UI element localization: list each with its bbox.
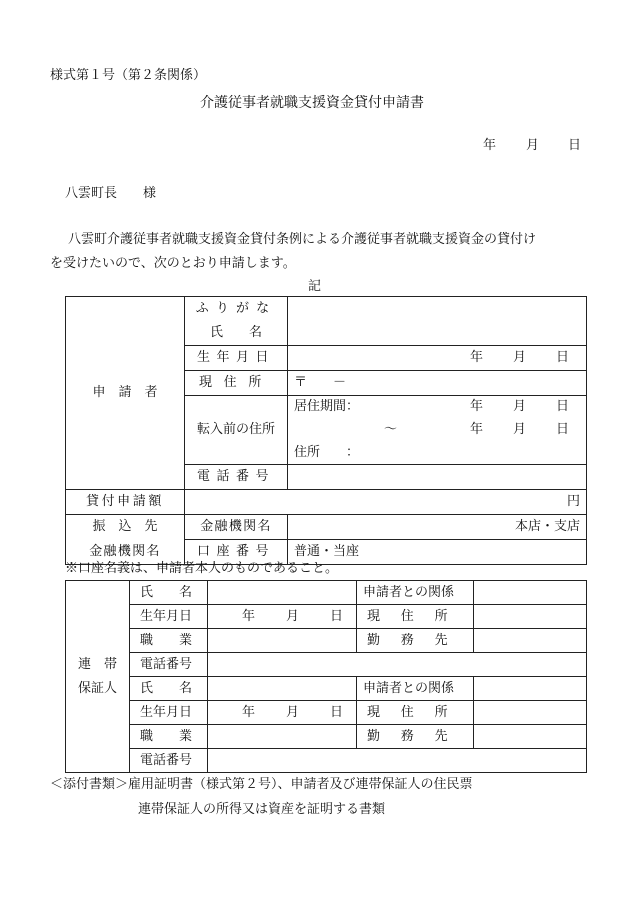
date-day: 日 xyxy=(568,138,582,153)
residence-period-end[interactable] xyxy=(288,419,587,442)
guarantor-table xyxy=(65,580,587,773)
birth-day-label: 日 xyxy=(556,350,570,365)
phone-field[interactable] xyxy=(288,465,587,490)
g2-phone-field[interactable] xyxy=(208,749,587,773)
g2-birth-label: 生年月日 xyxy=(130,701,208,725)
g1-workplace-field[interactable] xyxy=(474,629,587,653)
period-start-year: 年 xyxy=(470,399,484,415)
tilde: ～ xyxy=(384,422,398,437)
residence-period-label: 居住期間： xyxy=(294,399,360,415)
furigana-label: ふりがな xyxy=(185,297,288,322)
institution-label: 金融機関名 xyxy=(185,515,288,540)
g2-year: 年 xyxy=(242,704,256,720)
g1-relation-field[interactable] xyxy=(474,581,587,605)
form-number: 様式第１号（第２条関係） xyxy=(50,68,207,83)
g1-workplace-label: 勤 務 先 xyxy=(357,629,474,653)
birth-label: 生年月日 xyxy=(185,346,288,371)
period-start-month: 月 xyxy=(513,399,527,415)
g2-workplace-label: 勤 務 先 xyxy=(357,725,474,749)
prev-address-sub-label: 住所 ： xyxy=(294,444,360,460)
g1-phone-field[interactable] xyxy=(208,653,587,677)
g2-workplace-field[interactable] xyxy=(474,725,587,749)
g1-year: 年 xyxy=(242,608,256,624)
g2-occupation-label: 職 業 xyxy=(130,725,208,749)
yen-unit: 円 xyxy=(566,494,580,509)
g1-name-label: 氏 名 xyxy=(130,581,208,605)
address-label: 現住所 xyxy=(185,371,288,396)
guarantor-section-label: 連 帯 保証人 xyxy=(66,581,130,773)
g2-relation-label: 申請者との関係 xyxy=(357,677,474,701)
g1-occupation-label: 職 業 xyxy=(130,629,208,653)
intro-line-1: 八雲町介護従事者就職支援資金貸付条例による介護従事者就職支援資金の貸付け xyxy=(68,232,537,247)
document-title: 介護従事者就職支援資金貸付申請書 xyxy=(200,95,424,111)
name-field[interactable] xyxy=(288,297,587,346)
g2-name-label: 氏 名 xyxy=(130,677,208,701)
birth-year-label: 年 xyxy=(470,350,484,365)
g2-occupation-field[interactable] xyxy=(208,725,357,749)
account-type: 普通・当座 xyxy=(294,544,360,559)
birth-month-label: 月 xyxy=(513,350,527,365)
postal-mark: 〒 － xyxy=(294,375,347,390)
g1-name-field[interactable] xyxy=(208,581,357,605)
account-label: 口座番号 xyxy=(185,540,288,565)
attachments-line-1: ＜添付書類＞雇用証明書（様式第２号）、申請者及び連帯保証人の住民票 xyxy=(50,777,473,792)
g2-address-field[interactable] xyxy=(474,701,587,725)
g2-phone-label: 電話番号 xyxy=(130,749,208,773)
g1-address-field[interactable] xyxy=(474,605,587,629)
prev-address-field[interactable] xyxy=(288,442,587,465)
date-year: 年 xyxy=(483,138,497,153)
applicant-section-label: 申 請 者 xyxy=(66,297,185,490)
g2-birth-field[interactable] xyxy=(208,701,357,725)
bank-label-line1: 振 込 先 xyxy=(66,515,185,540)
period-end-day: 日 xyxy=(556,422,570,437)
g1-birth-label: 生年月日 xyxy=(130,605,208,629)
g2-day: 日 xyxy=(330,704,344,720)
birth-field[interactable] xyxy=(288,346,587,371)
phone-label: 電話番号 xyxy=(185,465,288,490)
date-month: 月 xyxy=(526,138,540,153)
attachments-line-2: 連帯保証人の所得又は資産を証明する書類 xyxy=(138,802,386,817)
loan-amount-field[interactable] xyxy=(185,490,587,515)
period-start-day: 日 xyxy=(556,399,570,415)
g1-month: 月 xyxy=(286,608,300,624)
period-end-year: 年 xyxy=(470,422,484,437)
applicant-table xyxy=(65,296,587,565)
addressee: 八雲町長 様 xyxy=(65,186,157,201)
g2-name-field[interactable] xyxy=(208,677,357,701)
period-end-month: 月 xyxy=(513,422,527,437)
bank-label-line2: 金融機関名 xyxy=(66,540,185,565)
address-field[interactable] xyxy=(288,371,587,396)
loan-amount-label: 貸付申請額 xyxy=(66,490,185,515)
g1-birth-field[interactable] xyxy=(208,605,357,629)
residence-period-field[interactable] xyxy=(288,396,587,419)
g2-address-label: 現 住 所 xyxy=(357,701,474,725)
g1-day: 日 xyxy=(330,608,344,624)
institution-field[interactable] xyxy=(288,515,587,540)
branch-text: 本店・支店 xyxy=(514,519,580,534)
applicant-name-label: 氏 名 xyxy=(185,322,288,346)
g1-relation-label: 申請者との関係 xyxy=(357,581,474,605)
g1-occupation-field[interactable] xyxy=(208,629,357,653)
ki-label: 記 xyxy=(308,279,322,294)
intro-line-2: を受けたいので、次のとおり申請します。 xyxy=(50,256,296,271)
account-note: ※口座名義は、申請者本人のものであること。 xyxy=(65,561,339,576)
g2-month: 月 xyxy=(286,704,300,720)
g2-relation-field[interactable] xyxy=(474,677,587,701)
g1-phone-label: 電話番号 xyxy=(130,653,208,677)
g1-address-label: 現 住 所 xyxy=(357,605,474,629)
prev-address-label: 転入前の住所 xyxy=(185,396,288,465)
